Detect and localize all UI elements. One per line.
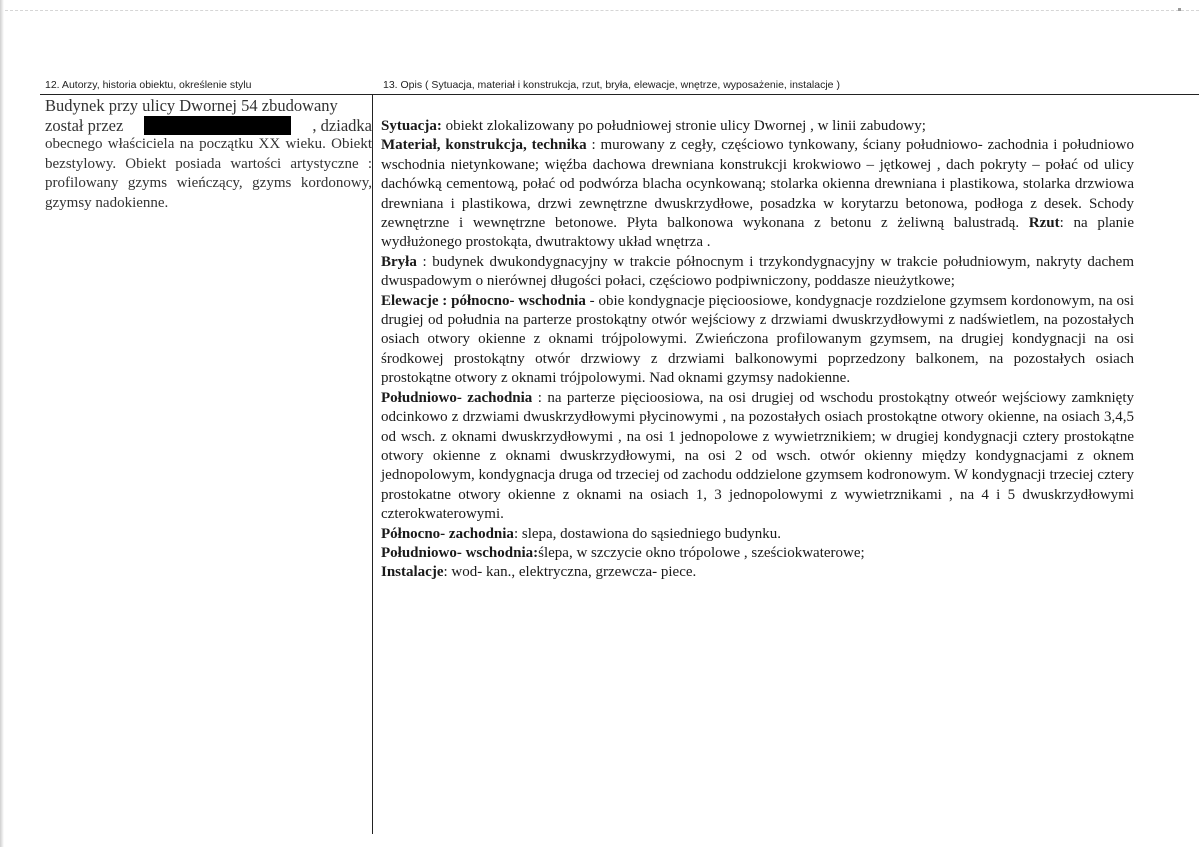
material-text: : murowany z cegły, częściowo tynkowany, ściany południowo- zachodnia i południowo wschodnia nietynkowane; więźba dachowa drewniana konstrukcji krokwiowo – jętkowej , dach pokryty – połać od ulicy dachówką cementową, połać od podwórza blacha ocynkowaną; stolarka okienna drewniana i plastikowa, stolarka drzwiowa drewniana i plastikowa, drzwi zewnętrzne dwuskrzydłowe, posadzka w korytarzu betonowa, podłoga z desek. Schody zewnętrzne i wewnętrzne betonowe. Płyta balkonowa wykonana z betonu z żeliwną balustradą. bbox=[381, 137, 1134, 232]
elewacje-label: Elewacje : północno- wschodnia bbox=[381, 292, 586, 309]
rzut-text: : na planie wydłużonego prostokąta, dwutraktowy układ wnętrza . bbox=[381, 215, 1134, 251]
section-13-header: 13. Opis ( Sytuacja, materiał i konstrukcja, rzut, bryła, elewacje, wnętrze, wyposażenie, instalacje ) bbox=[383, 79, 840, 91]
pd-wsch-text: ślepa, w szczycie okno trópolowe , sześciokwaterowe; bbox=[538, 544, 865, 561]
bryla-paragraph bbox=[381, 253, 1134, 292]
instalacje-text: : wod- kan., elektryczna, grzewcza- piece. bbox=[443, 564, 697, 581]
scan-mark bbox=[1178, 8, 1181, 11]
pd-zach-label: Południowo- zachodnia bbox=[381, 389, 533, 406]
pn-zach-text: : slepa, dostawiona do sąsiedniego budynku. bbox=[513, 525, 781, 542]
sytuacja-label: Sytuacja: bbox=[381, 118, 442, 134]
rzut-label: Rzut bbox=[1028, 215, 1060, 232]
material-paragraph bbox=[381, 136, 1134, 252]
history-rest: obecnego właściciela na początku XX wieku. Obiekt bezstylowy. Obiekt posiada wartości artystyczne : profilowany gzyms wieńczący, gzyms kordonowy, gzymsy nadokienne. bbox=[45, 136, 372, 211]
description-text bbox=[381, 117, 1134, 583]
pd-zach-paragraph bbox=[381, 389, 1134, 525]
history-line-2 bbox=[45, 116, 372, 136]
pn-zach-paragraph bbox=[381, 525, 1134, 544]
history-line-2-end: , dziadka bbox=[312, 115, 372, 135]
sytuacja-text: obiekt zlokalizowany po południowej stronie ulicy Dwornej , w linii zabudowy; bbox=[441, 118, 926, 134]
pd-wsch-label: Południowo- wschodnia: bbox=[381, 544, 539, 561]
elewacje-paragraph bbox=[381, 292, 1134, 389]
material-label: Materiał, konstrukcja, technika bbox=[381, 137, 587, 154]
sytuacja-paragraph bbox=[381, 117, 1134, 136]
header-divider bbox=[40, 94, 1199, 95]
scan-edge-shade bbox=[0, 0, 4, 847]
scan-edge-line bbox=[0, 10, 1199, 11]
instalacje-paragraph bbox=[381, 563, 1134, 582]
redacted-name bbox=[144, 116, 291, 135]
pd-zach-text: : na parterze pięcioosiowa, na osi drugiej od wschodu prostokątny otweór wejściowy zamknięty odcinkowo z drzwiami dwuskrzydłowymi płycinowymi , na pozostałych osiach prostokątne otwory okienne, na osiach 3,4,5 od wsch. z oknami dwuskrzydłowymi , na osi 1 jednopolowe z wywietrznikiem; w drugiej kondygnacji cztery prostokątne otwory okienne z oknami dwuskrzydłowymi, na osi 2 od wsch. otwór okienny między kondygnacjami z oknem jednopolowym, kondygnacja druga od trzeciej od zachodu oddzielone gzymsem kodronowym. W kondygnacji trzeciej cztery prostokatne otwory okienne z oknami na osiach 1, 3 jednopolowymi z wywietrznikami , na 4 i 5 dwuskrzydłowymi czterokwaterowymi. bbox=[381, 389, 1134, 523]
bryla-label: Bryła bbox=[381, 253, 417, 270]
pn-zach-label: Północno- zachodnia bbox=[381, 525, 514, 542]
elewacje-text: - obie kondygnacje pięcioosiowe, kondygnacje rozdzielone gzymsem kordonowym, na osi drugiej od południa na parterze prostokątny otwór wejściowy z drzwiami dwuskrzydłowymi z nadświetlem, na pozostałych osiach otwory okienne z oknami trójpolowymi. Zwieńczona profilowanym gzymsem, na drugiej kondygnacji na osi środkowej prostokątny otwór drzwiowy z drzwiami balkonowymi poprzedzony balkonem, na pozostałych osiach prostokątne otwory z oknami trójpolowymi. Nad oknami gzymsy nadokienne. bbox=[381, 292, 1135, 387]
column-divider bbox=[372, 94, 373, 834]
history-text bbox=[45, 96, 372, 214]
pd-wsch-paragraph bbox=[381, 544, 1134, 563]
history-line-2-start: został przez bbox=[45, 115, 124, 135]
bryla-text: : budynek dwukondygnacyjny w trakcie północnym i trzykondygnacyjny w trakcie południowym, nakryty dachem dwuspadowym o nierównej długości połaci, częściowo podpiwniczony, poddasze nieużytkowe; bbox=[381, 253, 1134, 290]
instalacje-label: Instalacje bbox=[381, 564, 444, 581]
section-12-header: 12. Autorzy, historia obiektu, określenie stylu bbox=[45, 79, 252, 91]
history-line-1: Budynek przy ulicy Dwornej 54 zbudowany bbox=[45, 96, 338, 115]
